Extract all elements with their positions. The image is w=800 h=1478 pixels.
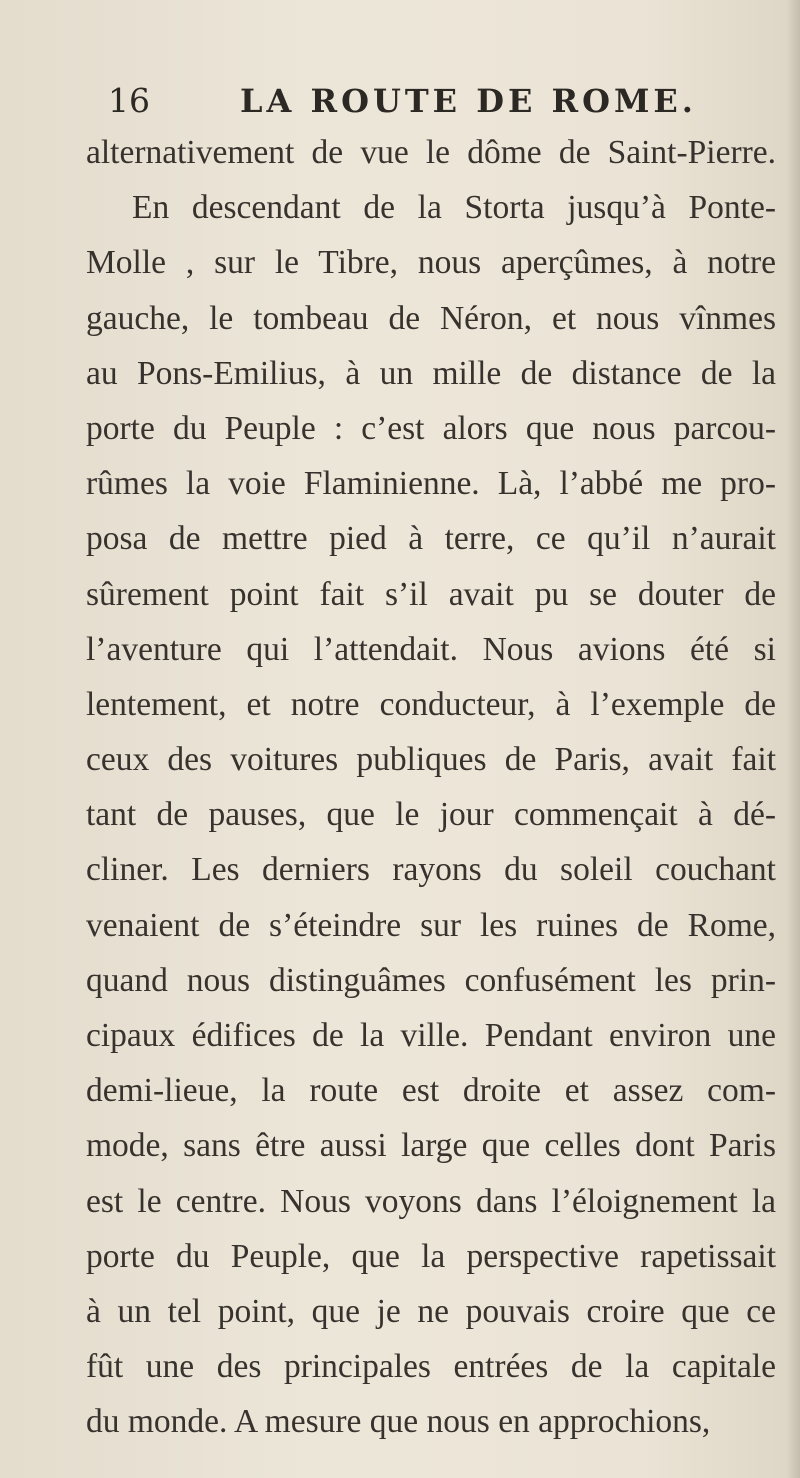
text-line: rûmes la voie Flaminienne. Là, l’abbé me pro- — [86, 465, 776, 503]
text-line: porte du Peuple : c’est alors que nous parcou- — [86, 409, 776, 447]
page-edge-shadow — [786, 0, 800, 1478]
text-line: posa de mettre pied à terre, ce qu’il n’aurait — [86, 520, 776, 558]
text-line: lentement, et notre conducteur, à l’exemple de — [86, 685, 776, 723]
text-line: En descendant de la Storta jusqu’à Ponte- — [132, 189, 776, 227]
text-line: du monde. A mesure que nous en approchions, — [86, 1403, 711, 1441]
text-line: cliner. Les derniers rayons du soleil couchant — [86, 851, 776, 889]
text-line: ceux des voitures publiques de Paris, avait fait — [86, 741, 776, 779]
text-line: porte du Peuple, que la perspective rapetissait — [86, 1237, 776, 1275]
text-line: sûrement point fait s’il avait pu se douter de — [86, 575, 776, 613]
text-line: cipaux édifices de la ville. Pendant environ une — [86, 1017, 776, 1054]
text-line: venaient de s’éteindre sur les ruines de Rome, — [86, 906, 776, 944]
text-line: Molle , sur le Tibre, nous aperçûmes, à notre — [86, 244, 776, 282]
text-line: fût une des principales entrées de la capitale — [86, 1348, 776, 1386]
text-line: au Pons-Emilius, à un mille de distance de la — [86, 354, 776, 392]
text-line: est le centre. Nous voyons dans l’éloignement la — [86, 1182, 776, 1220]
text-line: gauche, le tombeau de Néron, et nous vînmes — [86, 299, 776, 337]
body-text — [86, 125, 776, 1450]
running-head — [108, 80, 697, 130]
text-line: demi-lieue, la route est droite et assez com- — [86, 1072, 776, 1110]
page-number: 16 — [108, 81, 150, 120]
text-line: tant de pauses, que le jour commençait à dé- — [86, 796, 776, 834]
text-line: mode, sans être aussi large que celles dont Paris — [86, 1127, 776, 1165]
running-title: LA ROUTE DE ROME. — [240, 82, 697, 120]
text-line: alternativement de vue le dôme de Saint-Pierre. — [86, 134, 776, 171]
text-line: à un tel point, que je ne pouvais croire que ce — [86, 1292, 776, 1330]
text-line: quand nous distinguâmes confusément les prin- — [86, 961, 776, 999]
text-line: l’aventure qui l’attendait. Nous avions été si — [86, 630, 776, 668]
